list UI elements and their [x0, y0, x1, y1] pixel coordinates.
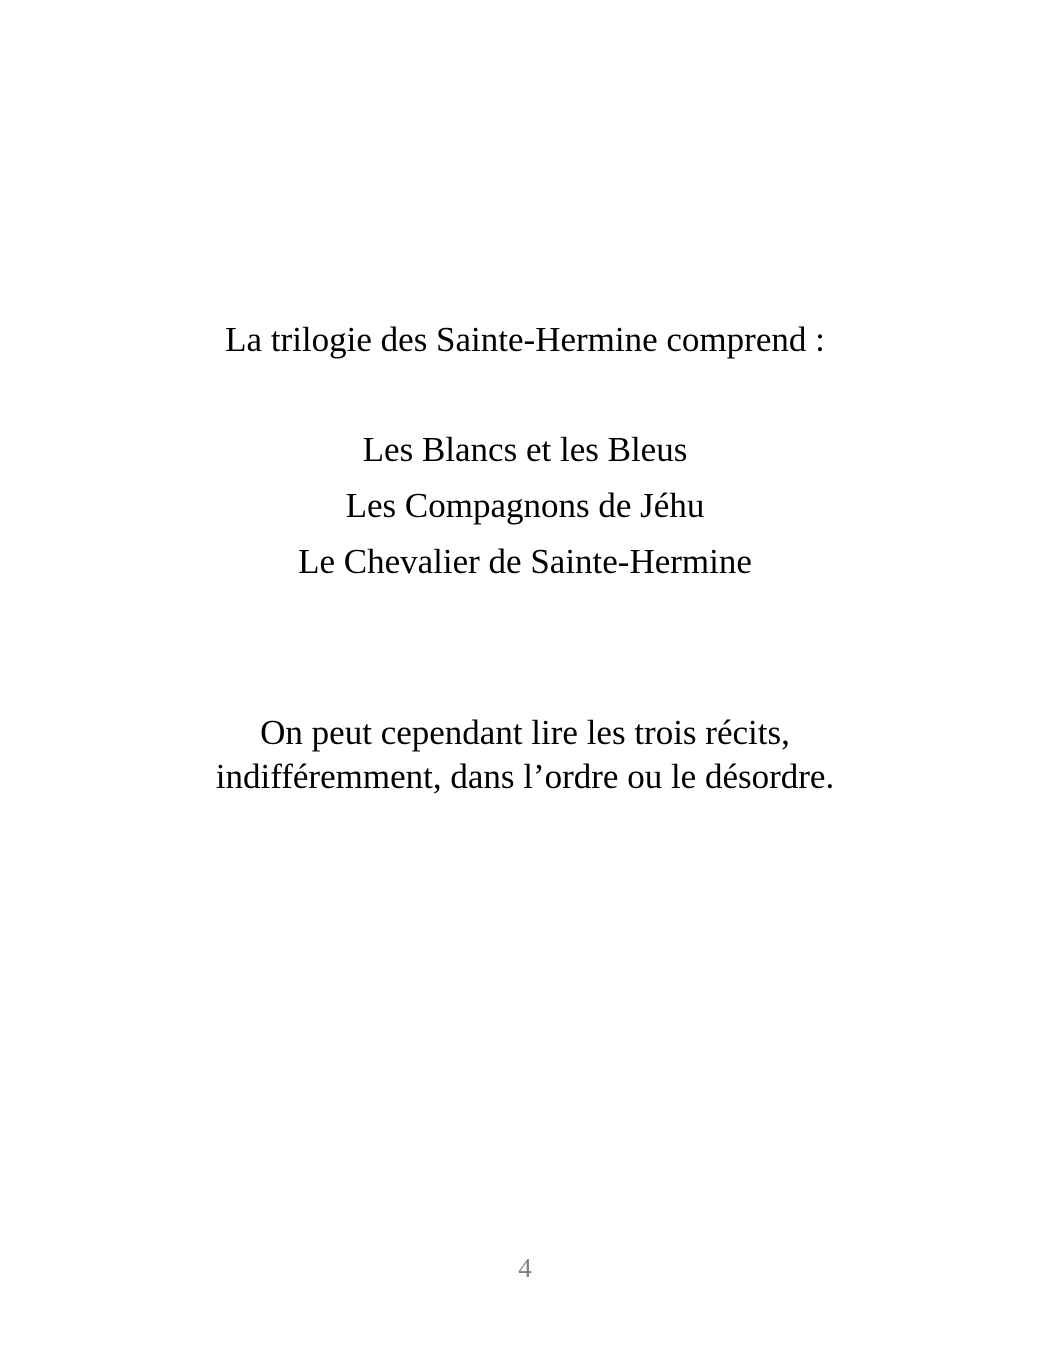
reading-order-note-line: indifféremment, dans l’ordre ou le désordre. [215, 757, 835, 796]
reading-order-note [0, 711, 1050, 799]
title-item-le-chevalier-de-sainte-hermine: Le Chevalier de Sainte-Hermine [298, 542, 752, 581]
title-item-les-compagnons-de-jehu: Les Compagnons de Jéhu [345, 486, 705, 525]
trilogy-intro: La trilogie des Sainte-Hermine comprend : [225, 320, 825, 359]
page-number: 4 [518, 1253, 532, 1283]
reading-order-note-line: On peut cependant lire les trois récits, [260, 713, 790, 752]
title-item-les-blancs-et-les-bleus: Les Blancs et les Bleus [362, 430, 688, 469]
trilogy-title-list [0, 430, 1050, 598]
